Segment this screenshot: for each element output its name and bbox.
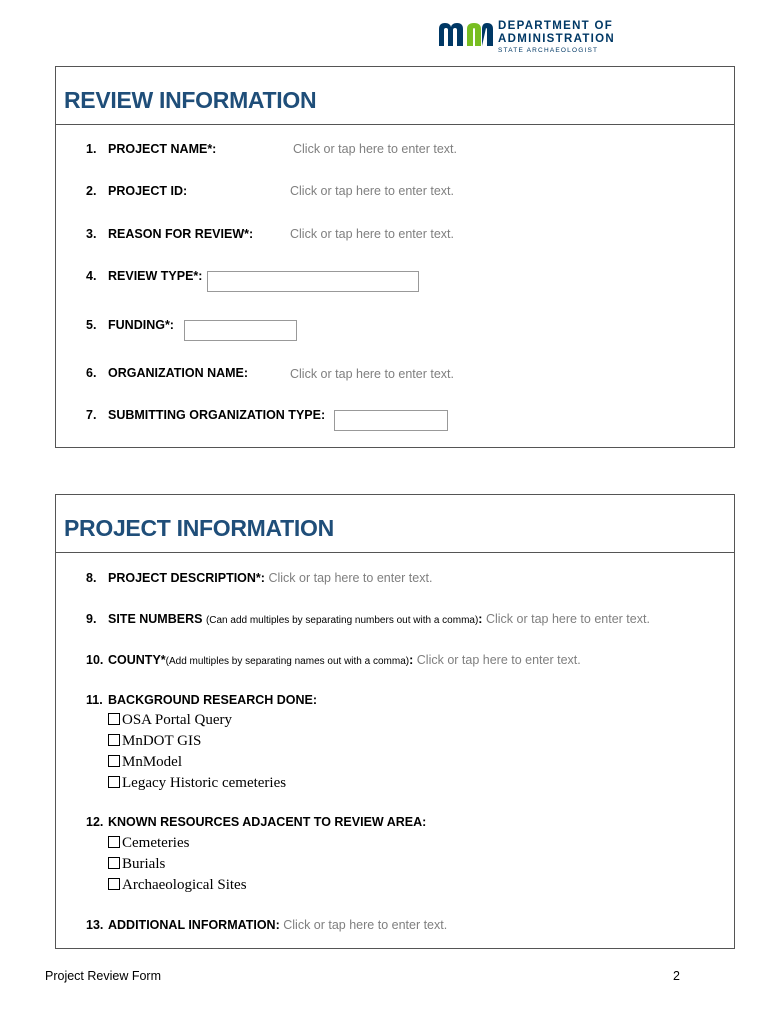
field-note: (Can add multiples by separating numbers out with a comma): [205, 615, 479, 626]
checkbox-label: Legacy Historic cemeteries: [122, 775, 287, 791]
field-funding: [86, 318, 174, 332]
field-project-description: [86, 571, 432, 585]
reason-for-review-input[interactable]: Click or tap here to enter text.: [290, 227, 454, 241]
checkbox-icon[interactable]: [108, 755, 120, 767]
field-colon: :: [478, 612, 483, 626]
field-number: 12.: [86, 815, 104, 829]
field-number: 10.: [86, 653, 104, 667]
mn-logo-mark-icon: [438, 20, 494, 46]
checkbox-label: OSA Portal Query: [122, 712, 232, 728]
field-label: COUNTY*: [108, 653, 166, 667]
field-label: SITE NUMBERS: [108, 612, 203, 626]
logo-line-1: DEPARTMENT OF: [498, 20, 614, 32]
field-number: 13.: [86, 918, 104, 932]
page-number: 2: [673, 969, 680, 983]
field-label: KNOWN RESOURCES ADJACENT TO REVIEW AREA:: [108, 815, 427, 829]
field-project-name: [86, 142, 216, 156]
field-number: 3.: [86, 227, 97, 241]
checkbox-legacy-historic-cemeteries[interactable]: [108, 775, 286, 792]
organization-name-input[interactable]: Click or tap here to enter text.: [290, 367, 454, 381]
field-county: [86, 653, 581, 667]
checkbox-label: Cemeteries: [122, 835, 190, 851]
checkbox-icon[interactable]: [108, 776, 120, 788]
logo-text: [498, 20, 615, 46]
checkbox-label: MnDOT GIS: [122, 733, 202, 749]
field-project-id: [86, 184, 187, 198]
review-information-section: [55, 66, 735, 448]
field-background-research: [86, 693, 317, 707]
checkbox-icon[interactable]: [108, 713, 120, 725]
field-known-resources: [86, 815, 426, 829]
project-section-title: PROJECT INFORMATION: [56, 495, 734, 553]
checkbox-archaeological-sites[interactable]: [108, 877, 247, 894]
checkbox-icon[interactable]: [108, 836, 120, 848]
field-label: ADDITIONAL INFORMATION:: [108, 918, 280, 932]
submitting-organization-type-select[interactable]: [334, 410, 448, 431]
field-label: PROJECT DESCRIPTION*:: [108, 571, 265, 585]
field-label: PROJECT ID:: [108, 184, 188, 198]
field-label: REVIEW TYPE*:: [108, 269, 203, 283]
checkbox-cemeteries[interactable]: [108, 835, 189, 852]
field-number: 9.: [86, 612, 97, 626]
funding-select[interactable]: [184, 320, 297, 341]
field-label: SUBMITTING ORGANIZATION TYPE:: [108, 408, 326, 422]
project-id-input[interactable]: Click or tap here to enter text.: [290, 184, 454, 198]
field-number: 1.: [86, 142, 97, 156]
county-input[interactable]: Click or tap here to enter text.: [416, 653, 581, 667]
checkbox-label: MnModel: [122, 754, 182, 770]
additional-information-input[interactable]: Click or tap here to enter text.: [283, 918, 448, 932]
checkbox-icon[interactable]: [108, 734, 120, 746]
project-description-input[interactable]: Click or tap here to enter text.: [268, 571, 433, 585]
site-numbers-input[interactable]: Click or tap here to enter text.: [485, 612, 650, 626]
checkbox-mndot-gis[interactable]: [108, 733, 201, 750]
field-organization-name: [86, 366, 248, 380]
field-label: BACKGROUND RESEARCH DONE:: [108, 693, 318, 707]
checkbox-osa-portal-query[interactable]: [108, 712, 232, 729]
checkbox-label: Archaeological Sites: [122, 877, 247, 893]
checkbox-label: Burials: [122, 856, 166, 872]
field-number: 11.: [86, 693, 103, 707]
field-note: (Add multiples by separating names out with a comma): [165, 656, 410, 667]
field-number: 5.: [86, 318, 97, 332]
footer-title: Project Review Form: [45, 969, 161, 983]
field-additional-information: [86, 918, 447, 932]
logo-line-3: STATE ARCHAEOLOGIST: [498, 47, 599, 54]
review-type-select[interactable]: [207, 271, 419, 292]
field-site-numbers: [86, 612, 650, 626]
field-label: PROJECT NAME*:: [108, 142, 217, 156]
field-label: FUNDING*:: [108, 318, 174, 332]
logo-line-2: ADMINISTRATION: [498, 33, 616, 45]
project-name-input[interactable]: Click or tap here to enter text.: [293, 142, 457, 156]
field-reason-for-review: [86, 227, 253, 241]
field-submitting-organization-type: [86, 408, 325, 422]
field-number: 6.: [86, 366, 97, 380]
field-review-type: [86, 269, 202, 283]
field-number: 7.: [86, 408, 97, 422]
checkbox-icon[interactable]: [108, 878, 120, 890]
field-number: 4.: [86, 269, 97, 283]
checkbox-burials[interactable]: [108, 856, 165, 873]
field-number: 2.: [86, 184, 97, 198]
project-information-section: [55, 494, 735, 949]
checkbox-icon[interactable]: [108, 857, 120, 869]
field-colon: :: [409, 653, 414, 667]
checkbox-mnmodel[interactable]: [108, 754, 182, 771]
review-section-title: REVIEW INFORMATION: [56, 67, 734, 125]
field-label: ORGANIZATION NAME:: [108, 366, 249, 380]
field-label: REASON FOR REVIEW*:: [108, 227, 254, 241]
field-number: 8.: [86, 571, 97, 585]
mn-admin-logo: [438, 18, 638, 58]
